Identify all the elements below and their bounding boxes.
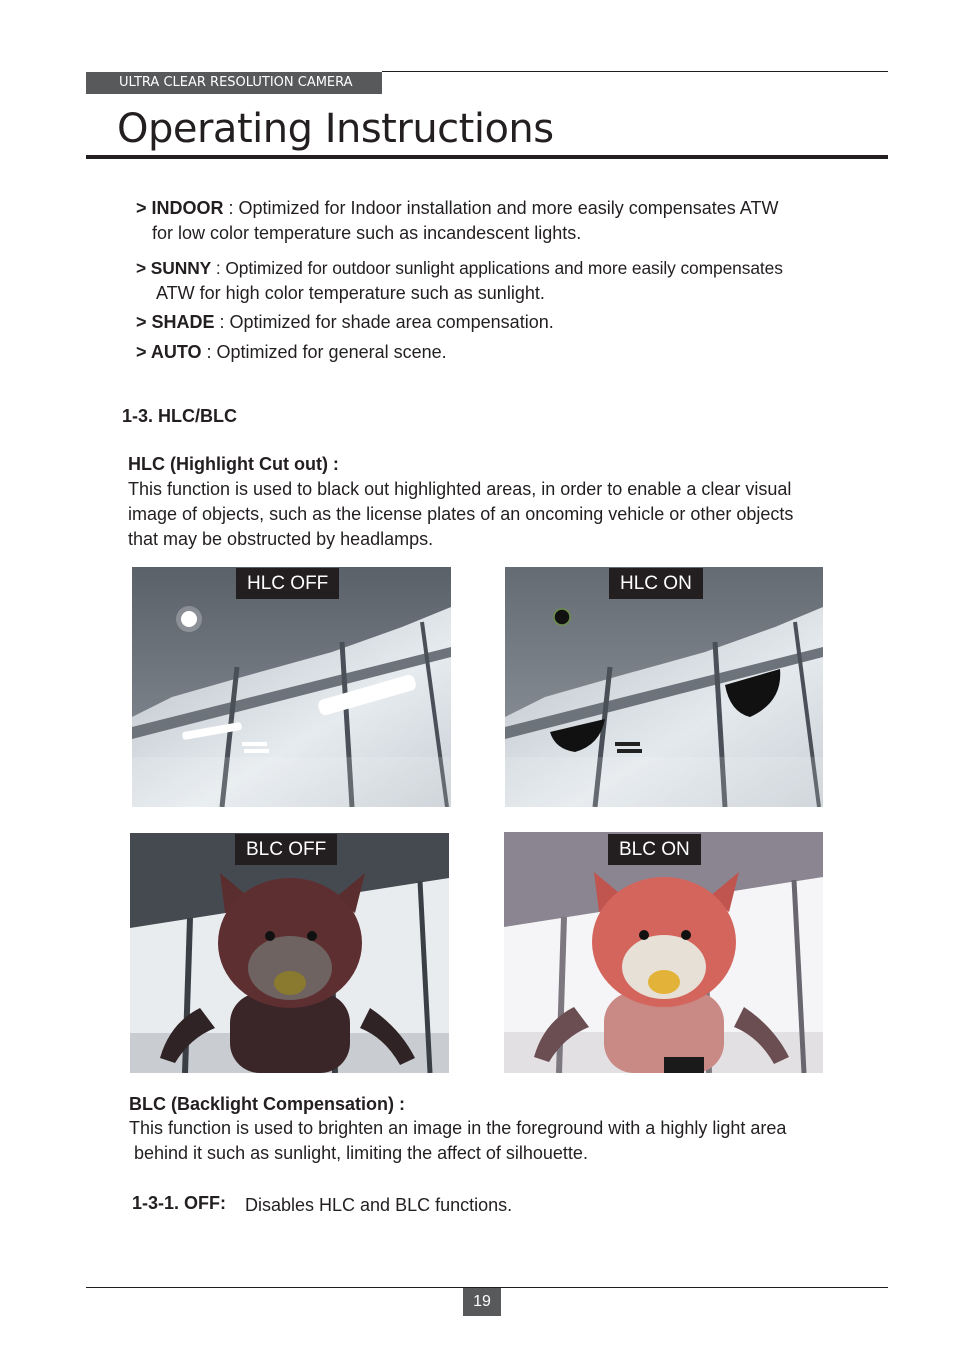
blc-off-label: BLC OFF <box>235 834 337 865</box>
hlc-off-photo <box>132 567 451 807</box>
blc-on-photo <box>504 832 823 1073</box>
off-text: Disables HLC and BLC functions. <box>245 1195 513 1215</box>
blc-description-line: behind it such as sunlight, limiting the affect of silhouette. <box>129 1143 588 1163</box>
section-heading: 1-3. HLC/BLC <box>122 406 238 426</box>
blc-off-photo <box>130 833 449 1073</box>
hlc-description-line: that may be obstructed by headlamps. <box>128 529 434 549</box>
atw-mode-label: > AUTO <box>136 342 202 362</box>
header-rule-bottom <box>86 155 888 159</box>
hlc-description-line: image of objects, such as the license plates of an oncoming vehicle or other objects <box>128 504 794 524</box>
atw-mode-indoor <box>136 196 778 221</box>
hlc-title: HLC (Highlight Cut out) : <box>128 454 339 474</box>
page-number: 19 <box>463 1288 501 1316</box>
header-product-label: ULTRA CLEAR RESOLUTION CAMERA <box>86 72 382 94</box>
blc-description-line: This function is used to brighten an image in the foreground with a highly light area <box>129 1118 787 1138</box>
atw-mode-label: > INDOOR <box>136 198 224 218</box>
blc-title: BLC (Backlight Compensation) : <box>129 1094 406 1114</box>
atw-mode-sunny-line2: ATW for high color temperature such as sunlight. <box>156 283 545 303</box>
atw-mode-label: > SUNNY <box>136 258 212 278</box>
hlc-on-label: HLC ON <box>609 568 703 599</box>
hlc-off-label: HLC OFF <box>236 568 339 599</box>
off-label: 1-3-1. OFF: <box>132 1193 227 1213</box>
atw-mode-text: : Optimized for general scene. <box>201 342 447 362</box>
header-rule-top <box>382 71 888 72</box>
blc-on-label: BLC ON <box>608 834 701 865</box>
atw-mode-label: > SHADE <box>136 312 215 332</box>
atw-mode-text: : Optimized for shade area compensation. <box>214 312 554 332</box>
atw-mode-text: : Optimized for Indoor installation and more easily compensates ATW <box>223 198 779 218</box>
atw-mode-text: : Optimized for outdoor sunlight applications and more easily compensates <box>211 258 783 278</box>
hlc-description-line: This function is used to black out highlighted areas, in order to enable a clear visual <box>128 479 792 499</box>
atw-mode-auto <box>136 340 447 365</box>
hlc-on-photo <box>505 567 823 807</box>
page-title: Operating Instructions <box>117 106 554 152</box>
atw-mode-shade <box>136 310 554 335</box>
atw-mode-indoor-line2: for low color temperature such as incandescent lights. <box>152 223 582 243</box>
atw-mode-sunny <box>136 256 783 281</box>
